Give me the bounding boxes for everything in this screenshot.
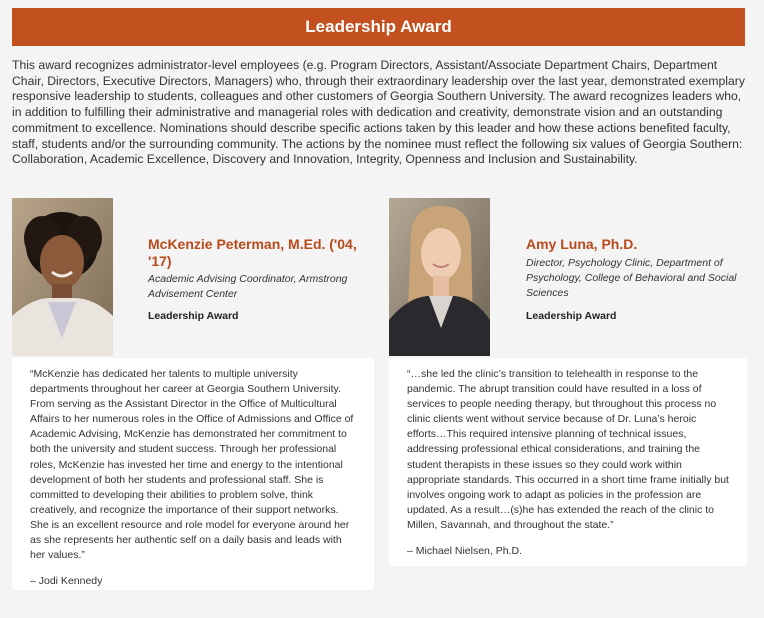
quote-author: – Michael Nielsen, Ph.D. [407, 545, 522, 558]
awardee-quote-card [12, 358, 374, 590]
banner-title: Leadership Award [305, 17, 452, 36]
awardee-photo-mckenzie [12, 198, 113, 356]
awardee-quote: “McKenzie has dedicated her talents to multiple university departments throughout her career at Georgia Southern University. From serving as the Assistant Director in the Office of Multicultural Affairs to her numerous roles in the Office of Admissions and Office of Academic Advising, McKenzie has demonstrated her commitment to both the university and student success. Through her professional roles, McKenzie has invested her time and energy to the intentional development of both her students and professional staff. She is committed to developing their abilities to problem solve, think creatively, and recognize the importance of their support networks. She is an excellent resource and role model for everyone around her as she represents her authentic self on a daily basis and leads with her values.” [30, 368, 354, 562]
awardee-name: Amy Luna, Ph.D. [526, 236, 638, 252]
awardee-name: McKenzie Peterman, M.Ed. ('04, '17) [148, 236, 357, 269]
awardee-title: Director, Psychology Clinic, Department of Psychology, College of Behavioral and Social Sciences [526, 257, 737, 299]
awardee-quote: “…she led the clinic’s transition to telehealth in response to the pandemic. The abrupt transition could have resulted in a loss of services to people needing therapy, but throughout this process no clinic clients went without service because of Dr. Luna’s heroic efforts…This required intensive planning of technical issues, addressing professional ethical considerations, and training the student therapists in these issues so they could work within appropriate standards. This occurred in a short time frame initially but involves ongoing work to adapt as policies in the profession are updated. As a result…(s)he has extended the reach of the clinic to Millen, Savannah, and throughout the state.” [407, 368, 729, 531]
award-description: This award recognizes administrator-level employees (e.g. Program Directors, Assistant/Associate Department Chairs, Department Chair, Directors, Executive Directors, Managers) who, through their extraordinary leadership over the last year, demonstrated exemplary responsive leadership to students, colleagues and other customers of Georgia Southern University. The award recognizes leaders who, in addition to fulfilling their administrative and managerial roles with dedication and creativity, demonstrate vision and an outstanding commitment to excellence. Nominations should describe specific actions taken by this leader and how these actions benefited faculty, staff, students and/or the surrounding community. The actions by the nominee must reflect the following six values of Georgia Southern: Collaboration, Academic Excellence, Discovery and Innovation, Integrity, Openness and Inclusion and Sustainability. [12, 58, 745, 167]
awardee-title: Academic Advising Coordinator, Armstrong Advisement Center [148, 273, 348, 300]
awardee-award: Leadership Award [526, 310, 617, 322]
awardee-photo-amy [389, 198, 490, 356]
awardee-award: Leadership Award [148, 310, 239, 322]
section-banner [12, 8, 745, 46]
quote-author: – Jodi Kennedy [30, 575, 103, 588]
awardee-quote-card [389, 358, 747, 566]
